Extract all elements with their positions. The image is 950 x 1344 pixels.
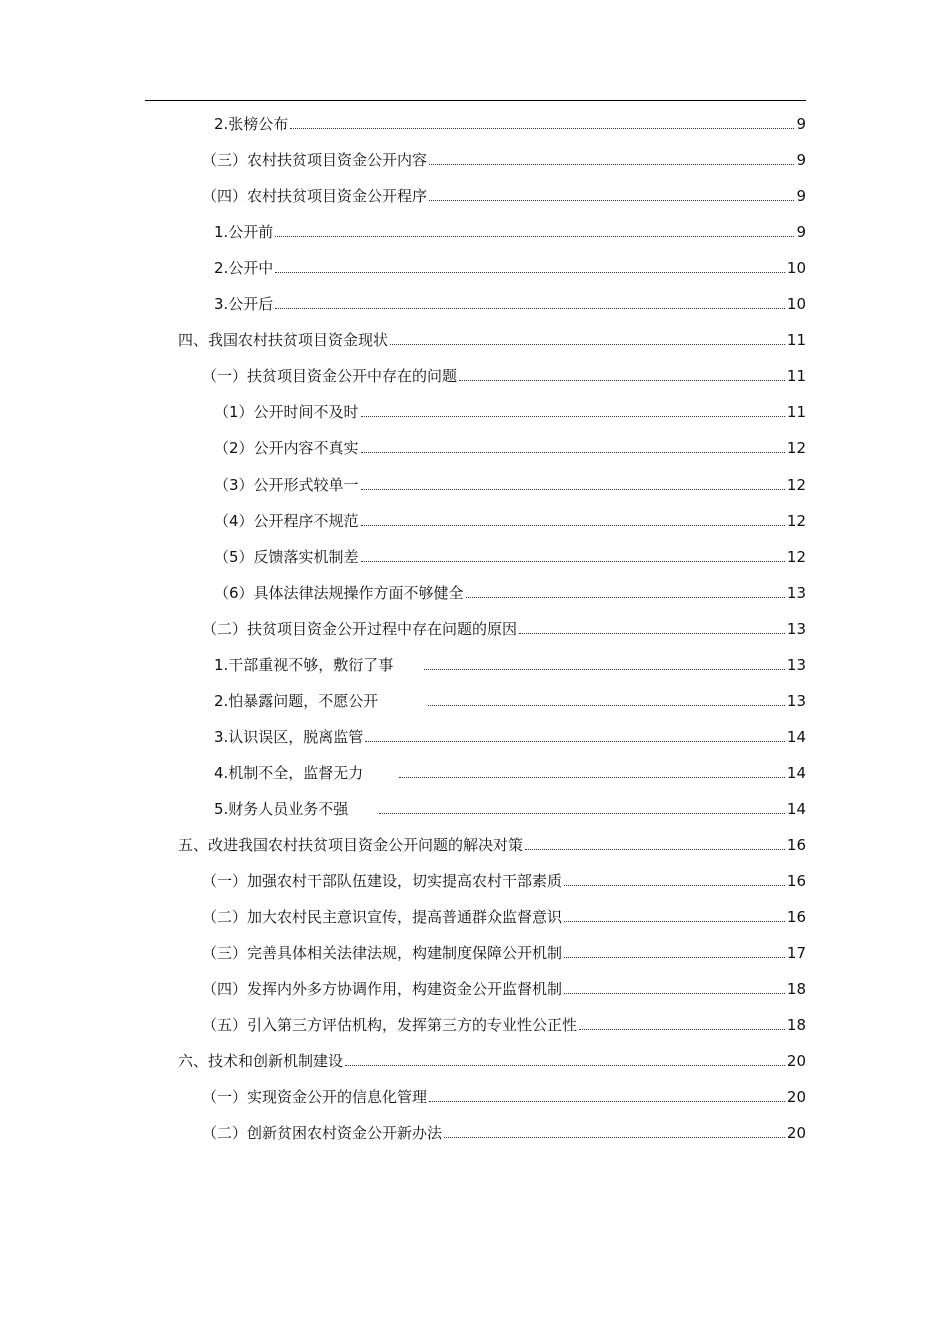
- toc-entry-page-number: 14: [786, 727, 806, 746]
- toc-entry-page-number: 17: [786, 944, 806, 963]
- toc-entry[interactable]: [202, 1119, 806, 1143]
- toc-entry[interactable]: [202, 182, 806, 206]
- toc-entry-label: （4）公开程序不规范: [214, 511, 359, 530]
- toc-entry[interactable]: [202, 939, 806, 963]
- toc-entry[interactable]: [214, 687, 806, 711]
- toc-entry-page-number: 9: [796, 151, 806, 170]
- toc-entry-page-number: 18: [786, 1016, 806, 1035]
- toc-entry[interactable]: [214, 579, 806, 603]
- toc-entry[interactable]: [178, 1047, 806, 1071]
- toc-entry-page-number: 20: [786, 1124, 806, 1143]
- toc-dot-leader: [429, 164, 794, 165]
- toc-entry-page-number: 9: [796, 187, 806, 206]
- toc-entry[interactable]: [214, 651, 806, 675]
- toc-entry[interactable]: [214, 434, 806, 458]
- toc-entry-label: （3）公开形式较单一: [214, 475, 359, 494]
- toc-entry-label: （三）农村扶贫项目资金公开内容: [202, 151, 428, 170]
- toc-entry-page-number: 9: [796, 115, 806, 133]
- toc-entry-label: （1）公开时间不及时: [214, 403, 359, 422]
- toc-entry-label: 4.机制不全，监督无力: [214, 763, 397, 782]
- toc-dot-leader: [429, 1101, 785, 1102]
- toc-dot-leader: [429, 200, 794, 201]
- toc-dot-leader: [399, 777, 785, 778]
- toc-dot-leader: [564, 921, 785, 922]
- toc-dot-leader: [424, 669, 785, 670]
- toc-entry-label: （2）公开内容不真实: [214, 439, 359, 458]
- toc-entry[interactable]: [178, 831, 806, 855]
- toc-dot-leader: [428, 705, 785, 706]
- toc-entry[interactable]: [214, 723, 806, 747]
- toc-entry-label: 四、我国农村扶贫项目资金现状: [178, 331, 389, 350]
- toc-entry[interactable]: [202, 867, 806, 891]
- toc-dot-leader: [519, 633, 785, 634]
- toc-entry-label: 5.财务人员业务不强: [214, 799, 377, 818]
- toc-entry[interactable]: [202, 146, 806, 170]
- toc-entry-label: 1.公开前: [214, 223, 274, 242]
- toc-entry-page-number: 16: [786, 908, 806, 927]
- toc-entry-label: （5）反馈落实机制差: [214, 547, 359, 566]
- toc-entry-page-number: 13: [786, 655, 806, 674]
- toc-dot-leader: [564, 993, 785, 994]
- toc-entry-label: （一）扶贫项目资金公开中存在的问题: [202, 367, 458, 386]
- toc-entry-page-number: 14: [786, 799, 806, 818]
- toc-entry[interactable]: [214, 471, 806, 495]
- toc-dot-leader: [444, 1137, 785, 1138]
- toc-entry-label: （五）引入第三方评估机构，发挥第三方的专业性公正性: [202, 1016, 578, 1035]
- toc-entry-page-number: 13: [786, 691, 806, 710]
- toc-entry-page-number: 10: [786, 259, 806, 278]
- toc-entry-page-number: 12: [786, 511, 806, 530]
- toc-entry-page-number: 10: [786, 295, 806, 314]
- toc-entry[interactable]: [214, 254, 806, 278]
- toc-dot-leader: [361, 489, 785, 490]
- toc-entry-label: （二）加大农村民主意识宣传，提高普通群众监督意识: [202, 908, 563, 927]
- toc-dot-leader: [379, 813, 785, 814]
- toc-entry-page-number: 18: [786, 980, 806, 999]
- toc-entry[interactable]: [202, 903, 806, 927]
- toc-dot-leader: [390, 344, 785, 345]
- toc-entry-label: 2.公开中: [214, 259, 274, 278]
- toc-entry-page-number: 16: [786, 872, 806, 891]
- toc-entry[interactable]: [202, 1083, 806, 1107]
- toc-entry[interactable]: [202, 975, 806, 999]
- toc-entry-label: 2.张榜公布: [214, 115, 289, 133]
- toc-entry-page-number: 11: [786, 403, 806, 422]
- toc-dot-leader: [525, 849, 785, 850]
- toc-entry-page-number: 20: [786, 1088, 806, 1107]
- toc-entry[interactable]: [178, 326, 806, 350]
- toc-entry[interactable]: [202, 362, 806, 386]
- toc-entry-label: （二）创新贫困农村资金公开新办法: [202, 1124, 443, 1143]
- toc-dot-leader: [365, 741, 785, 742]
- toc-entry-label: 六、技术和创新机制建设: [178, 1052, 344, 1071]
- toc-dot-leader: [275, 308, 785, 309]
- toc-dot-leader: [361, 416, 785, 417]
- toc-entry-page-number: 14: [786, 763, 806, 782]
- toc-entry-page-number: 11: [786, 331, 806, 350]
- toc-dot-leader: [579, 1029, 785, 1030]
- toc-entry[interactable]: [214, 759, 806, 783]
- toc-dot-leader: [361, 452, 785, 453]
- toc-entry[interactable]: [214, 507, 806, 531]
- header-rule: [145, 100, 806, 101]
- toc-entry-label: 3.认识误区，脱离监管: [214, 727, 364, 746]
- toc-entry-label: （二）扶贫项目资金公开过程中存在问题的原因: [202, 619, 518, 638]
- toc-dot-leader: [275, 272, 785, 273]
- toc-dot-leader: [564, 885, 785, 886]
- toc-entry-page-number: 13: [786, 619, 806, 638]
- toc-entry[interactable]: [214, 795, 806, 819]
- toc-entry[interactable]: [214, 218, 806, 242]
- toc-entry-page-number: 12: [786, 439, 806, 458]
- toc-entry-page-number: 16: [786, 836, 806, 854]
- toc-entry-label: （四）发挥内外多方协调作用，构建资金公开监督机制: [202, 980, 563, 999]
- toc-entry-label: 1.干部重视不够，敷衍了事: [214, 655, 422, 674]
- toc-dot-leader: [361, 525, 785, 526]
- toc-dot-leader: [345, 1065, 785, 1066]
- toc-dot-leader: [564, 957, 785, 958]
- toc-entry-label: （一）实现资金公开的信息化管理: [202, 1088, 428, 1107]
- toc-entry[interactable]: [202, 615, 806, 639]
- toc-entry-label: 2.怕暴露问题，不愿公开: [214, 691, 426, 710]
- toc-entry-label: 3.公开后: [214, 295, 274, 314]
- toc-entry[interactable]: [214, 110, 806, 134]
- toc-dot-leader: [275, 236, 794, 237]
- toc-entry[interactable]: [214, 543, 806, 567]
- toc-entry[interactable]: [214, 398, 806, 422]
- toc-entry-label: （四）农村扶贫项目资金公开程序: [202, 187, 428, 206]
- toc-entry-label: 五、改进我国农村扶贫项目资金公开问题的解决对策: [178, 836, 524, 854]
- toc-dot-leader: [361, 561, 785, 562]
- toc-entry-page-number: 12: [786, 475, 806, 494]
- toc-dot-leader: [459, 380, 785, 381]
- toc-entry[interactable]: [202, 1011, 806, 1035]
- toc-entry-page-number: 11: [786, 367, 806, 386]
- toc-entry-page-number: 13: [786, 583, 806, 602]
- toc-dot-leader: [290, 128, 794, 129]
- toc-entry-label: （三）完善具体相关法律法规，构建制度保障公开机制: [202, 944, 563, 963]
- toc-entry-label: （一）加强农村干部队伍建设，切实提高农村干部素质: [202, 872, 563, 891]
- toc-entry-page-number: 20: [786, 1052, 806, 1071]
- toc-entry[interactable]: [214, 290, 806, 314]
- toc-entry-label: （6）具体法律法规操作方面不够健全: [214, 583, 464, 602]
- toc-entry-page-number: 12: [786, 547, 806, 566]
- toc-entry-page-number: 9: [796, 223, 806, 242]
- toc-dot-leader: [466, 597, 785, 598]
